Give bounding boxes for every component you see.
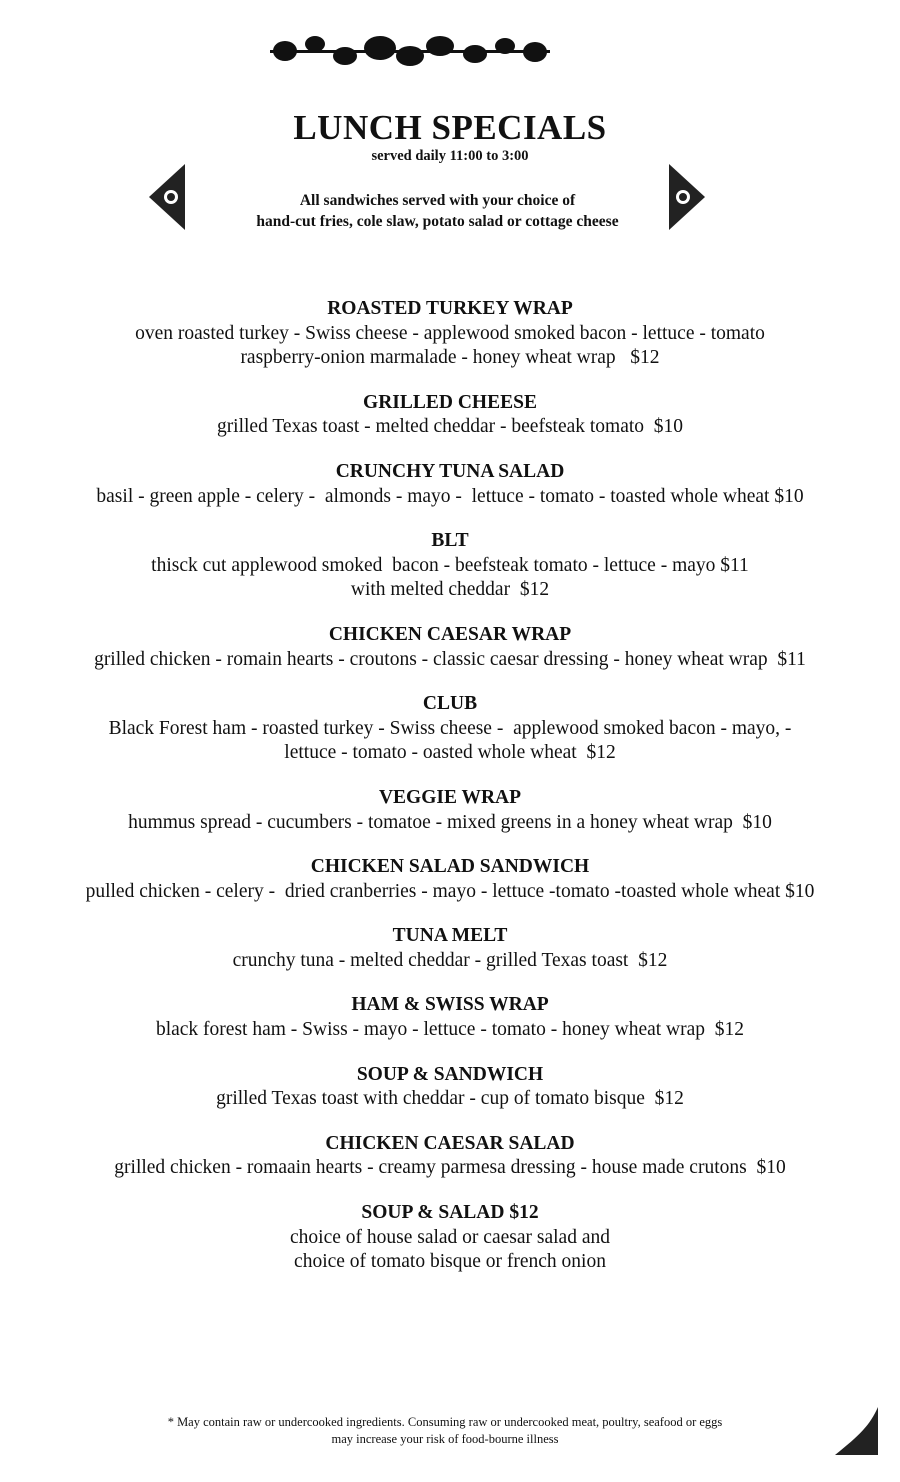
menu-item (0, 297, 900, 371)
menu-item-description: pulled chicken - celery - dried cranberries - mayo - lettuce -tomato -toasted whole wheat $10 (85, 880, 815, 902)
menu-item-description: basil - green apple - celery - almonds - mayo - lettuce - tomato - toasted whole wheat $10 (96, 485, 804, 507)
menu-item (0, 855, 900, 904)
menu-item-description: hummus spread - cucumbers - tomatoe - mixed greens in a honey wheat wrap $10 (128, 811, 772, 833)
menu-items (0, 297, 900, 1295)
menu-item-title: SOUP & SALAD $12 (361, 1202, 539, 1224)
sides-line-2: hand-cut fries, cole slaw, potato salad or cottage cheese (256, 213, 619, 230)
menu-item (0, 529, 900, 603)
menu-item-description: raspberry-onion marmalade - honey wheat wrap $12 (240, 347, 660, 369)
menu-item (0, 993, 900, 1042)
sirved-watermark: sirved (500, 1301, 783, 1413)
menu-item-description: with melted cheddar $12 (350, 579, 550, 601)
menu-item-description: grilled Texas toast with cheddar - cup of tomato bisque $12 (216, 1088, 684, 1110)
allergen-disclaimer (0, 1414, 890, 1448)
menu-item-title: GRILLED CHEESE (363, 391, 537, 413)
disclaimer-line-2: may increase your risk of food-bourne illness (331, 1432, 559, 1446)
menu-item-description: Black Forest ham - roasted turkey - Swiss cheese - applewood smoked bacon - mayo, - (108, 717, 792, 739)
menu-item-title: CHICKEN CAESAR SALAD (325, 1132, 575, 1154)
menu-item-title: CHICKEN CAESAR WRAP (328, 623, 572, 645)
menu-item-title: TUNA MELT (392, 925, 508, 947)
menu-item (0, 391, 900, 440)
menu-item-title: ROASTED TURKEY WRAP (327, 298, 573, 319)
menu-item (0, 623, 900, 672)
menu-item-description: grilled chicken - romaain hearts - creamy parmesa dressing - house made crutons $10 (114, 1157, 786, 1179)
menu-item-title: HAM & SWISS WRAP (351, 994, 549, 1016)
menu-item-description: crunchy tuna - melted cheddar - grilled Texas toast $12 (232, 949, 668, 971)
menu-item (0, 692, 900, 766)
menu-item-description: thisck cut applewood smoked bacon - beefsteak tomato - lettuce - mayo $11 (151, 554, 749, 576)
sides-note (0, 190, 875, 232)
corner-flourish-ornament (830, 1405, 880, 1460)
menu-item-title: CRUNCHY TUNA SALAD (335, 460, 565, 482)
menu-item-description: choice of house salad or caesar salad and (290, 1226, 610, 1248)
menu-item-description: grilled Texas toast - melted cheddar - beefsteak tomato $10 (216, 416, 684, 438)
menu-item (0, 1063, 900, 1112)
menu-item (0, 1132, 900, 1181)
menu-item (0, 460, 900, 509)
served-hours: served daily 11:00 to 3:00 (371, 148, 529, 164)
menu-item (0, 786, 900, 835)
menu-item (0, 1201, 900, 1275)
menu-item-description: grilled chicken - romain hearts - croutons - classic caesar dressing - honey wheat wrap $11 (94, 648, 806, 670)
menu-item-title: CHICKEN SALAD SANDWICH (310, 856, 590, 878)
menu-item-title: BLT (431, 530, 469, 552)
menu-item-description: choice of tomato bisque or french onion (294, 1251, 606, 1273)
disclaimer-line-1: * May contain raw or undercooked ingredients. Consuming raw or undercooked meat, poultry, seafood or eggs (167, 1415, 723, 1429)
menu-item-title: SOUP & SANDWICH (356, 1063, 544, 1085)
page-title: LUNCH SPECIALS (293, 108, 607, 147)
menu-item-description: black forest ham - Swiss - mayo - lettuce - tomato - honey wheat wrap $12 (155, 1019, 745, 1041)
menu-item-description: oven roasted turkey - Swiss cheese - applewood smoked bacon - lettuce - tomato (135, 322, 765, 344)
menu-item (0, 924, 900, 973)
floral-bird-banner-ornament (265, 26, 555, 76)
menu-item-description: lettuce - tomato - oasted whole wheat $12 (284, 742, 616, 764)
sides-line-1: All sandwiches served with your choice of (299, 192, 576, 209)
menu-item-title: VEGGIE WRAP (378, 786, 522, 808)
menu-item-title: CLUB (422, 693, 478, 715)
